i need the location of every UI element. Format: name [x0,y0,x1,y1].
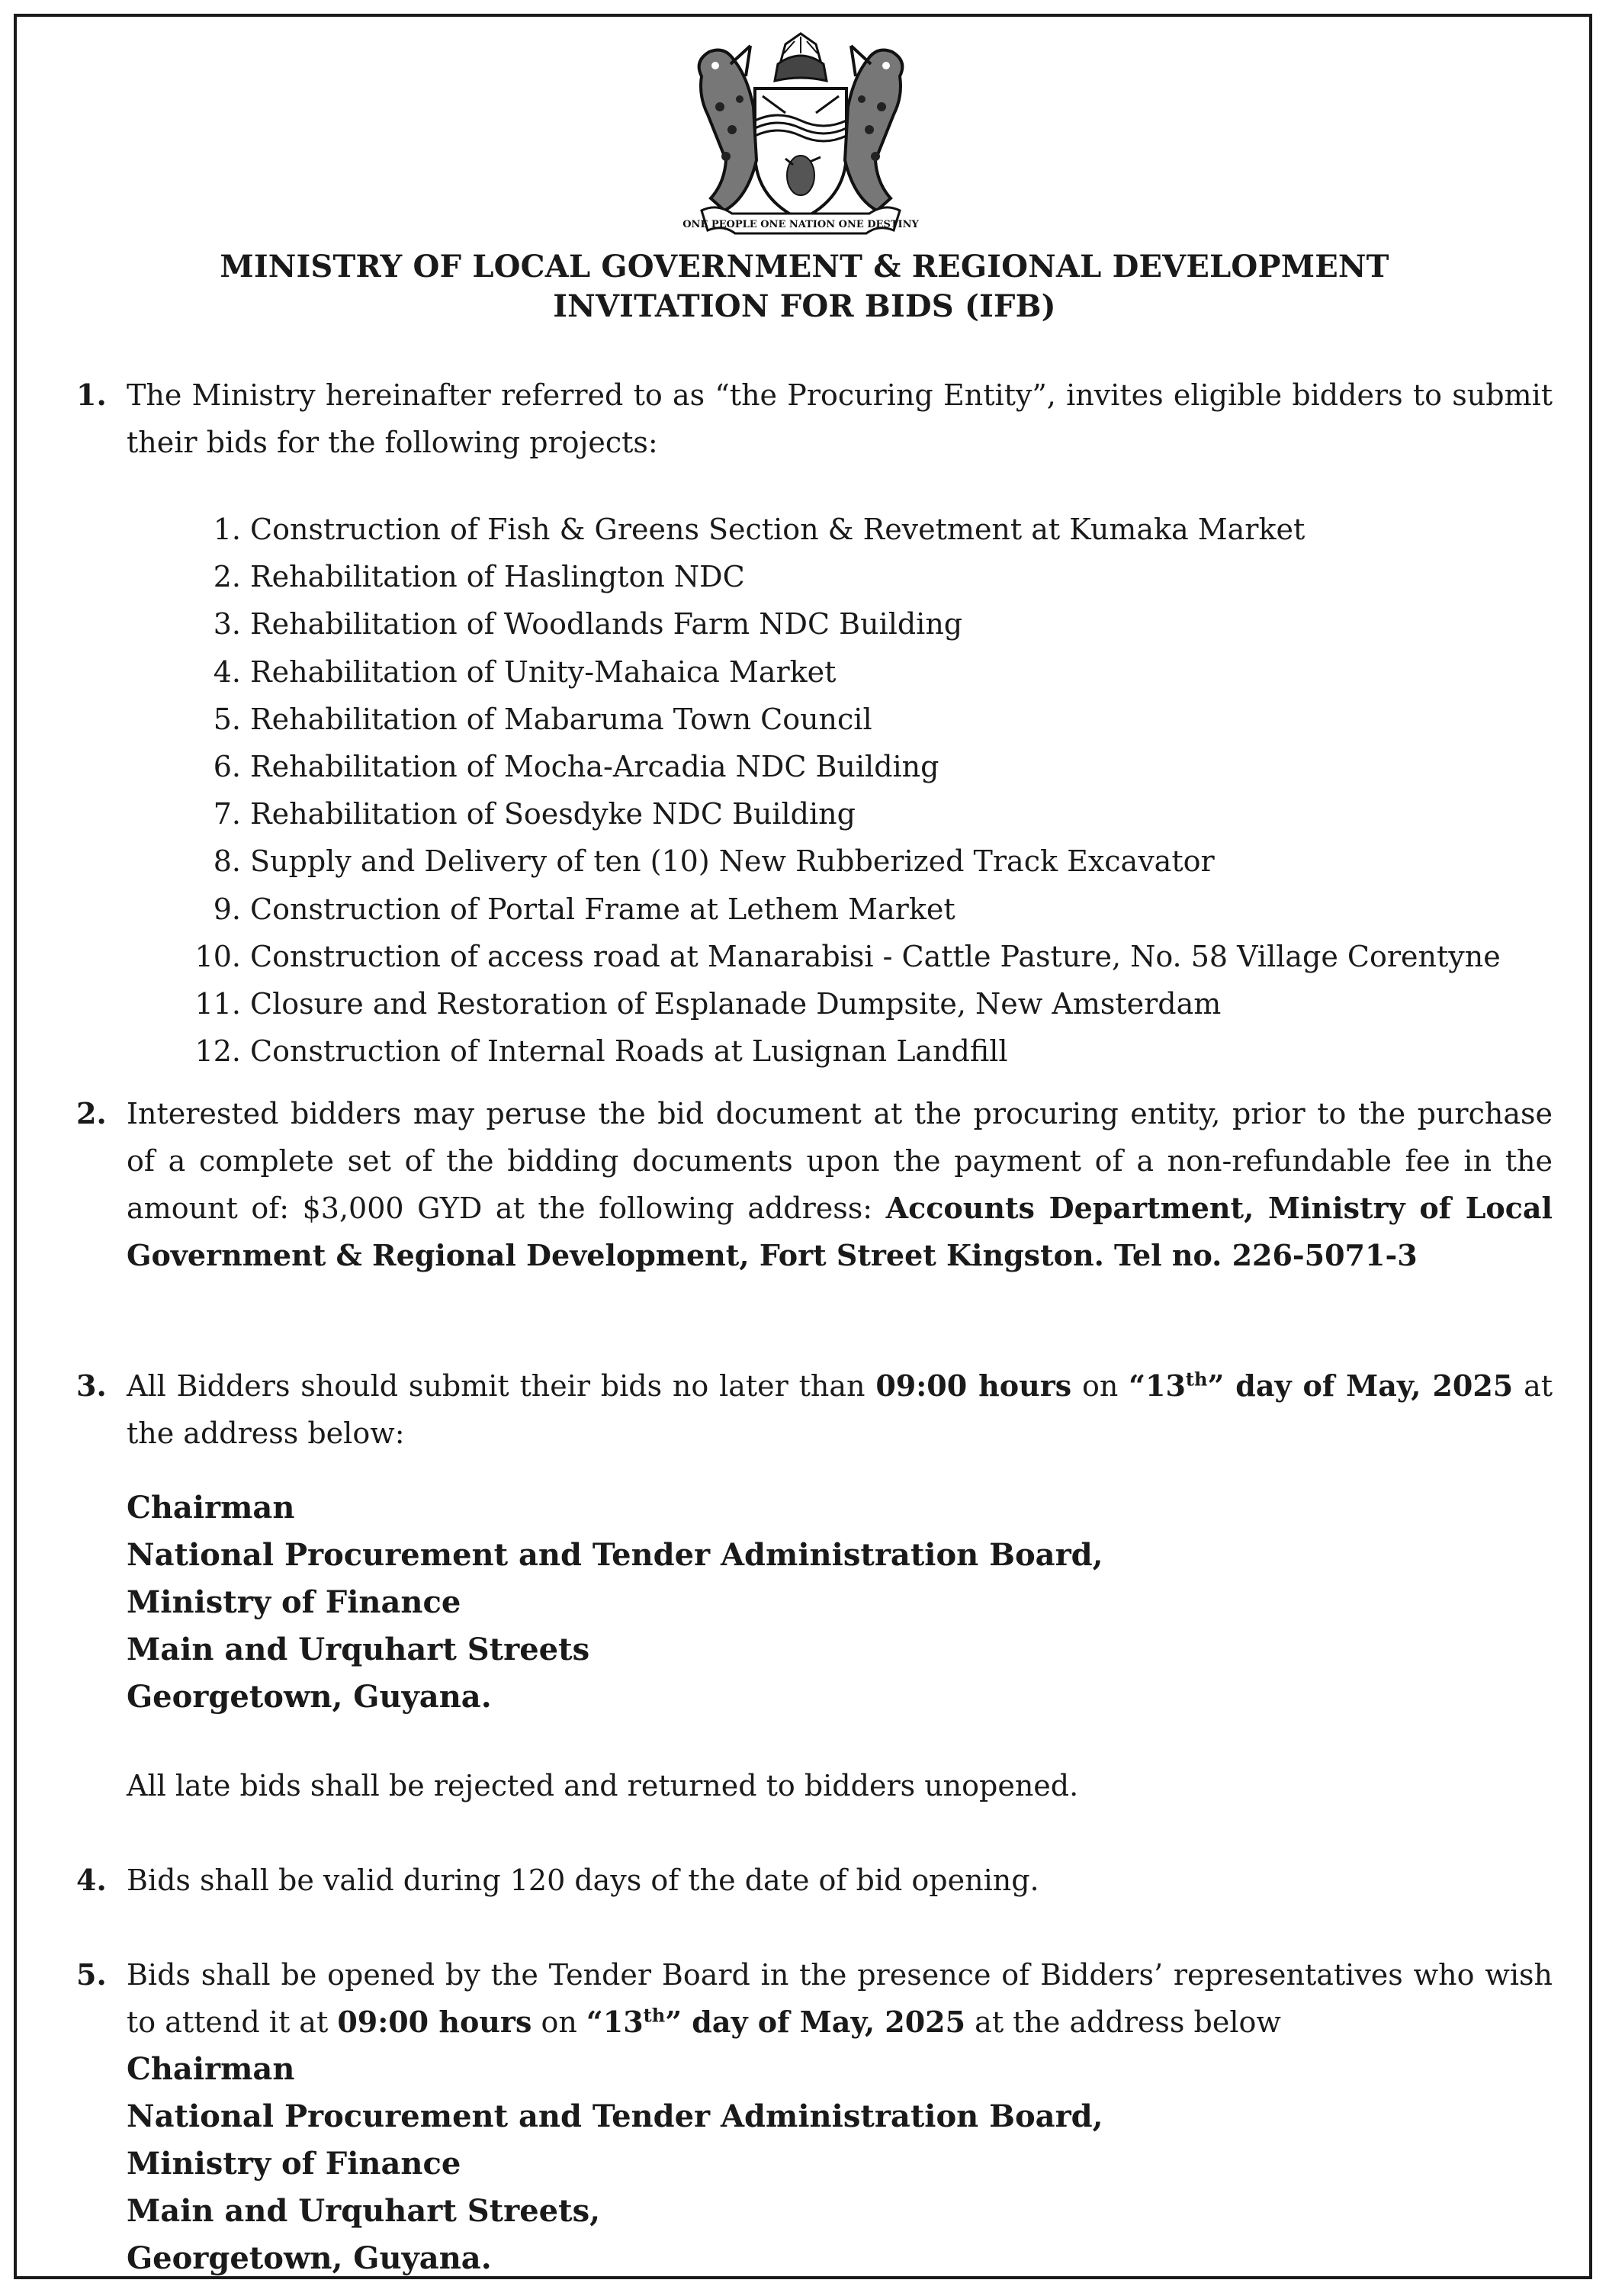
notice-title: INVITATION FOR BIDS (IFB) [553,288,1056,324]
section-number: 3. [76,1368,107,1403]
submission-address: Chairman National Procurement and Tender Administration Board, Ministry of Finance Main and Urquhart Streets Georgetown, Guyana. [127,1490,1103,1715]
list-item: 9. Construction of Portal Frame at Lethem Market [213,892,955,926]
list-item: 11. Closure and Restoration of Esplanade Dumpsite, New Amsterdam [194,986,1222,1021]
section3-text: All Bidders should submit their bids no later than 09:00 hours on “13th” day of May, 2025 at the address below: [127,1368,1553,1450]
section2-text: Interested bidders may peruse the bid document at the procuring entity, prior to the purchase of a complete set of the bidding documents upon the payment of a non-refundable fee in the amount of: $3,000 GYD at the following address: Accounts Department, Ministry of Local Government & Regional Development, Fort Street Kingston. Tel no. 226-5071-3 [127,1097,1553,1272]
list-item: 3. Rehabilitation of Woodlands Farm NDC Building [213,607,963,642]
list-item: 2. Rehabilitation of Haslington NDC [213,560,745,594]
list-item: 7. Rehabilitation of Soesdyke NDC Building [213,797,856,831]
section4-text: Bids shall be valid during 120 days of the date of bid opening. [127,1863,1039,1897]
list-item: 10. Construction of access road at Manarabisi - Cattle Pasture, No. 58 Village Corentyne [194,939,1501,973]
section-number: 4. [76,1863,107,1897]
list-item: 4. Rehabilitation of Unity-Mahaica Market [213,654,837,689]
list-item: 5. Rehabilitation of Mabaruma Town Council [213,702,872,736]
section-number: 5. [76,1957,107,1992]
svg-text:ONE PEOPLE ONE NATION ONE DEST: ONE PEOPLE ONE NATION ONE DESTINY [682,219,919,230]
ministry-heading: MINISTRY OF LOCAL GOVERNMENT & REGIONAL DEVELOPMENT [220,249,1389,285]
list-item: 8. Supply and Delivery of ten (10) New Rubberized Track Excavator [213,844,1215,879]
project-list [175,506,1501,1075]
list-item: 1. Construction of Fish & Greens Section & Revetment at Kumaka Market [213,513,1306,546]
section-number: 1. [76,378,107,412]
section-number: 2. [76,1096,107,1130]
section5-text: Bids shall be opened by the Tender Board in the presence of Bidders’ representatives who wish to attend it at 09:00 hours on “13th” day of May, 2025 at the address below [127,1958,1553,2039]
coat-of-arms-icon [671,31,930,244]
accounts-address: Accounts Department, Ministry of Local Government & Regional Development, Fort Street Kingston. Tel no. 226-5071-3 [127,1191,1553,1272]
list-item: 12. Construction of Internal Roads at Lusignan Landfill [194,1034,1008,1069]
late-bids-note: All late bids shall be rejected and returned to bidders unopened. [127,1769,1079,1802]
list-item: 6. Rehabilitation of Mocha-Arcadia NDC Building [213,749,939,783]
section1-intro: The Ministry hereinafter referred to as “the Procuring Entity”, invites eligible bidders to submit their bids for the following projects: [127,378,1553,459]
opening-address: Chairman National Procurement and Tender Administration Board, Ministry of Finance Main and Urquhart Streets, Georgetown, Guyana. [127,2051,1103,2276]
